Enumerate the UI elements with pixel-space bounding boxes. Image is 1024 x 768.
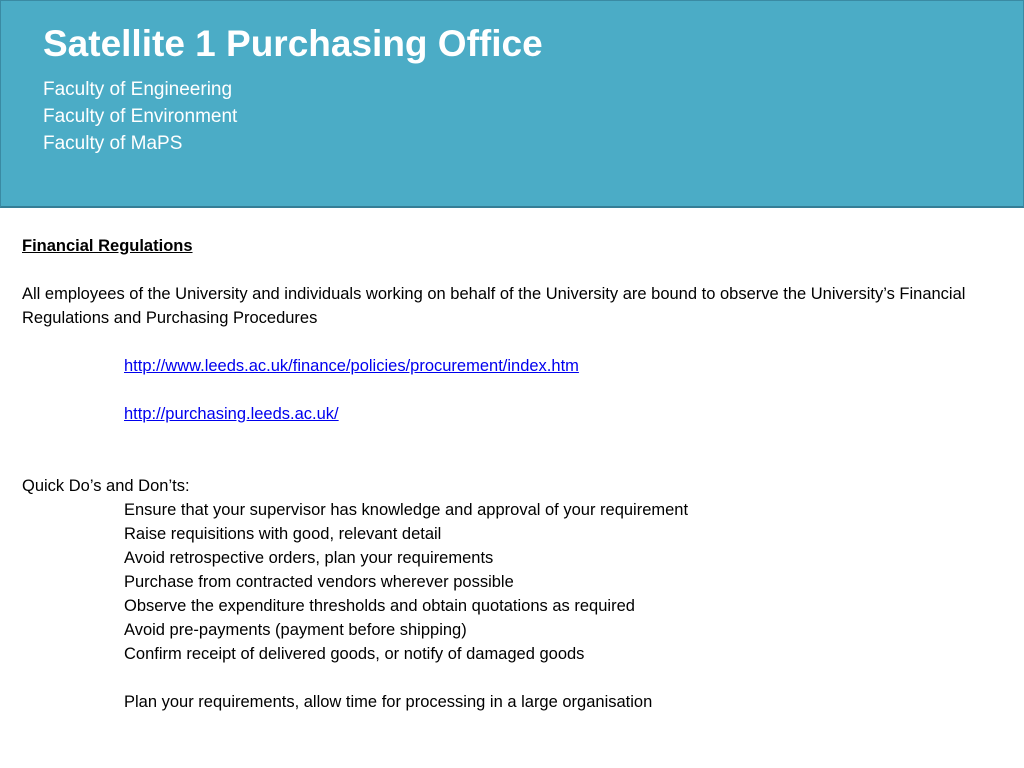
list-item: Ensure that your supervisor has knowledge and approval of your requirement xyxy=(124,501,689,519)
faculty-item: Faculty of Environment xyxy=(43,106,238,127)
procurement-policy-link[interactable]: http://www.leeds.ac.uk/finance/policies/procurement/index.htm xyxy=(124,357,579,375)
list-item: Purchase from contracted vendors wherever possible xyxy=(124,573,514,591)
dos-and-donts-list xyxy=(22,498,1002,666)
list-item: Avoid pre-payments (payment before shipping) xyxy=(124,621,467,639)
faculty-list xyxy=(43,76,237,157)
closing-note: Plan your requirements, allow time for processing in a large organisation xyxy=(124,693,653,711)
list-item: Raise requisitions with good, relevant detail xyxy=(124,525,442,543)
list-item: Avoid retrospective orders, plan your requirements xyxy=(124,549,494,567)
section-heading: Financial Regulations xyxy=(22,237,193,255)
quick-dos-title: Quick Do’s and Don’ts: xyxy=(22,477,190,495)
intro-paragraph: All employees of the University and individuals working on behalf of the University are bound to observe the University’s Financial Regulations and Purchasing Procedures xyxy=(22,285,966,327)
list-item: Observe the expenditure thresholds and obtain quotations as required xyxy=(124,597,635,615)
faculty-item: Faculty of Engineering xyxy=(43,79,233,100)
list-item: Confirm receipt of delivered goods, or notify of damaged goods xyxy=(124,645,585,663)
content-body xyxy=(22,234,1002,714)
faculty-item: Faculty of MaPS xyxy=(43,133,183,154)
purchasing-site-link[interactable]: http://purchasing.leeds.ac.uk/ xyxy=(124,405,339,423)
page-title: Satellite 1 Purchasing Office xyxy=(43,23,543,64)
header-banner xyxy=(0,0,1024,208)
